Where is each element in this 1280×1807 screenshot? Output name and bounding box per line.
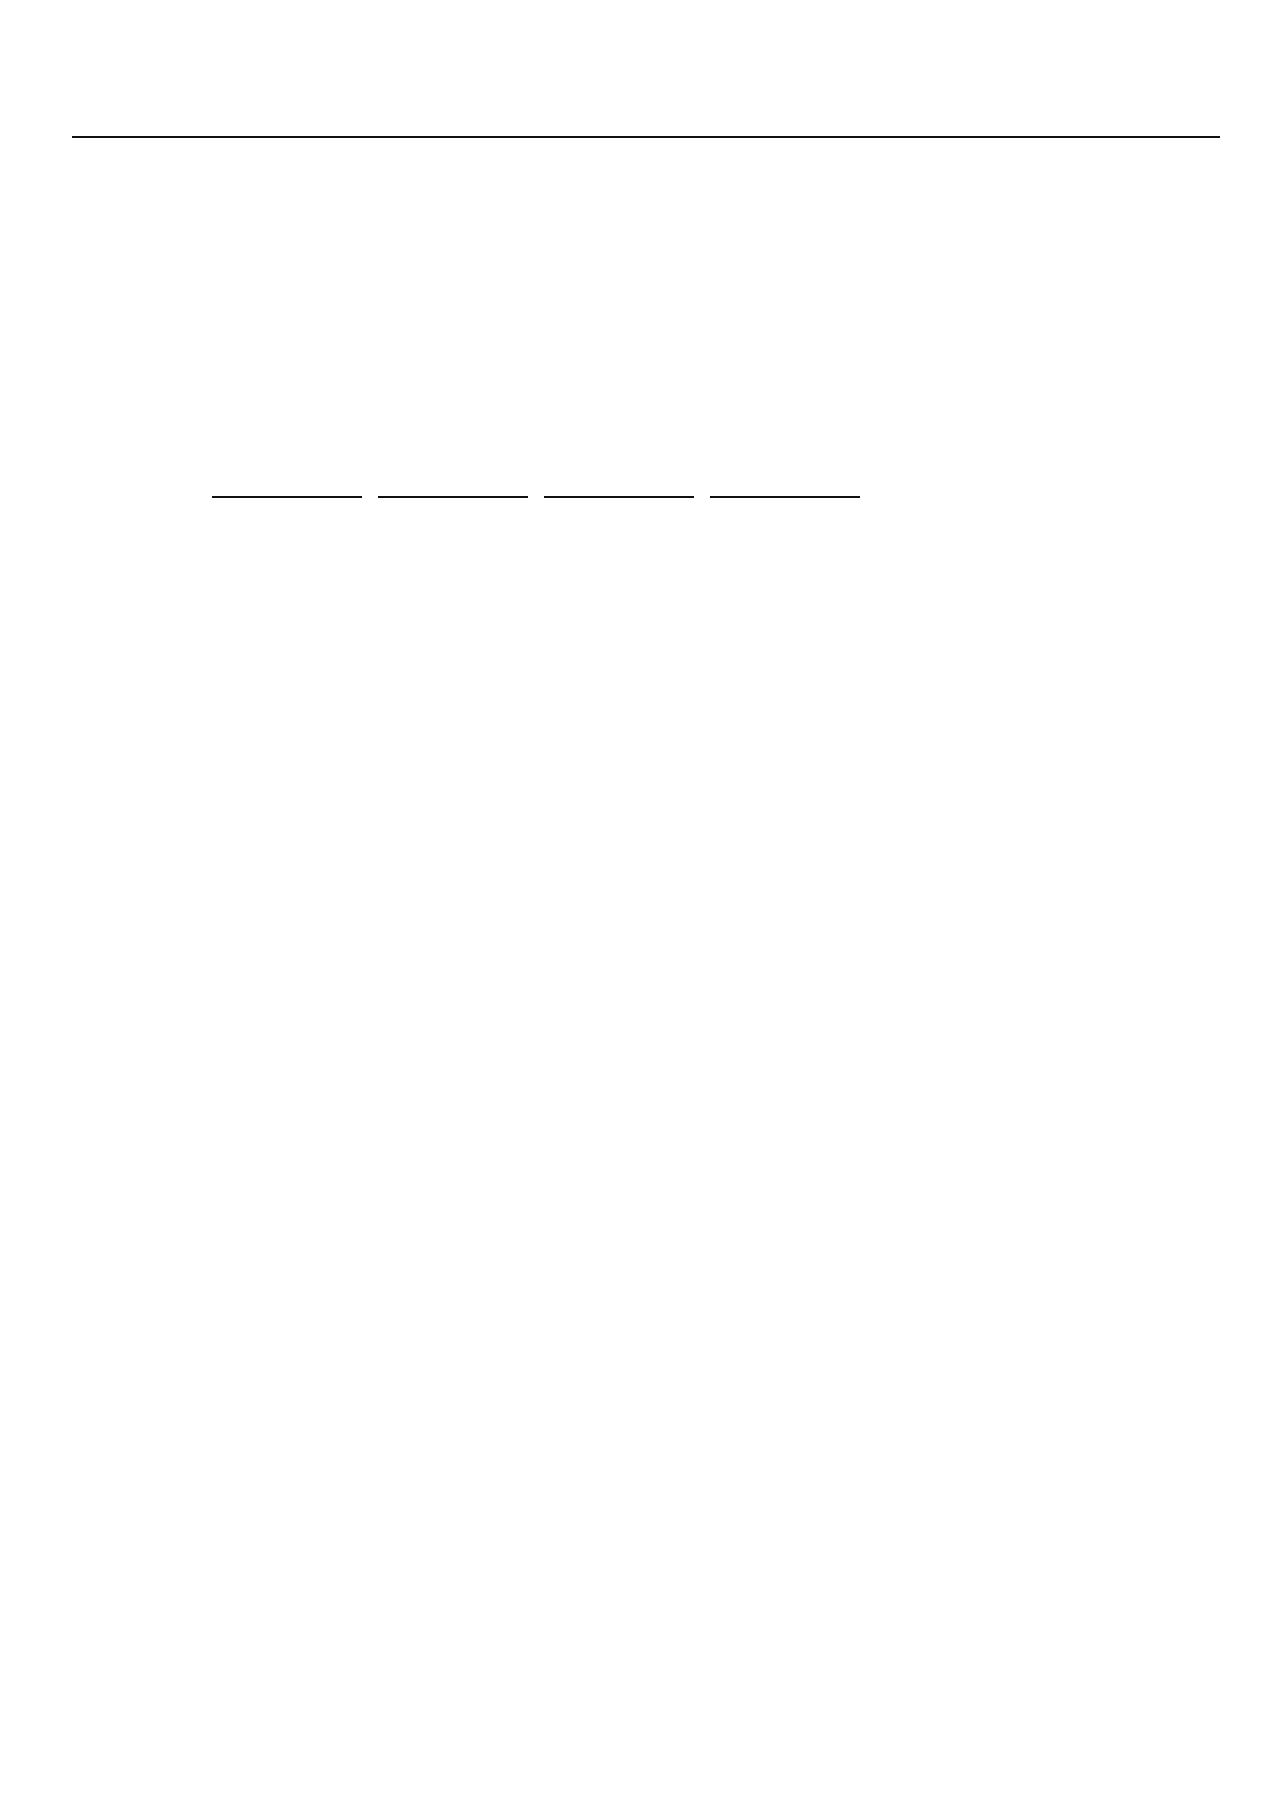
class-field[interactable]	[212, 496, 362, 498]
student-info-line	[212, 496, 876, 504]
header-rule	[72, 136, 1220, 138]
name-field[interactable]	[544, 496, 694, 498]
student-id-field[interactable]	[378, 496, 528, 498]
score-field[interactable]	[710, 496, 860, 498]
